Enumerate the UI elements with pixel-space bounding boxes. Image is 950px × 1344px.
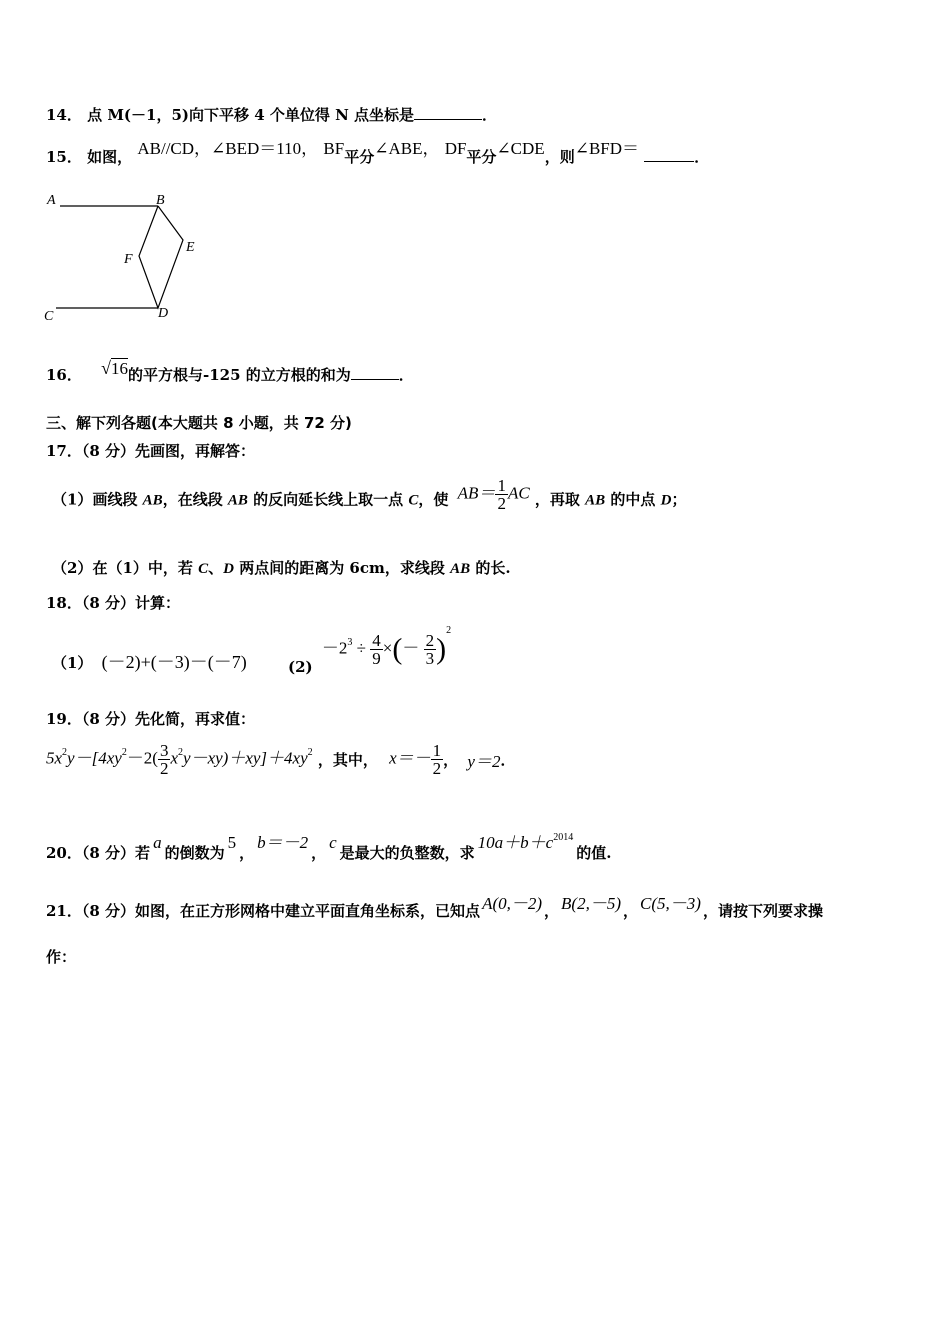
label-e: E	[186, 240, 195, 255]
q16-sqrt: √16	[101, 358, 128, 378]
q17-equation: AB＝ $\frac{1}{2}$ AC	[457, 476, 530, 513]
q18-expr2: $-2^3$ ÷ $\frac{4}{9}$ ×(－ $\frac{2}{3}$ )$^2$	[321, 625, 452, 668]
q16-number: 16．	[46, 366, 82, 384]
q18-line: 18．（8 分）计算：	[46, 594, 181, 612]
q16-line: 16． √16的平方根与-125 的立方根的和为 ．	[46, 358, 414, 384]
point-c: C(5,－3)	[640, 894, 701, 913]
label-f: F	[124, 252, 133, 267]
q15-answer-blank[interactable]	[644, 160, 694, 162]
q19-x-value: x＝－ $\frac{1}{2}$	[389, 741, 442, 778]
q19-expression-line: $5x^2y-[4xy^2-2$( $\frac{3}{2}$ $x^2y-xy)+xy]+4xy^2$ ，其中， x＝－ $\frac{1}{2}$ ， y＝2．	[46, 741, 516, 778]
q20-line: 20．（8 分）若a的倒数为5，b＝－2，c是最大的负整数，求$10a+b+c^{2014}$的值.	[46, 832, 612, 862]
q15-condition: AB//CD，∠BED＝110，	[137, 139, 319, 158]
q21-line: 21．（8 分）如图，在正方形网格中建立平面直角坐标系，已知点 A(0,－2) ， B(2,－5) ， C(5,－3) ，请按下列要求操	[46, 894, 823, 920]
q17-part2: （2）在（1）中，若 C、D 两点间的距离为 6cm，求线段 AB 的长.	[52, 559, 511, 577]
q20-expression: $10a+b+c^{2014}$	[477, 832, 574, 852]
label-c: C	[44, 309, 54, 324]
q19-line: 19．（8 分）先化简，再求值：	[46, 710, 256, 728]
quadrilateral-bfde	[139, 206, 183, 308]
q14-number: 14．	[46, 106, 82, 124]
q19-expression: $5x^2y-[4xy^2-2$( $\frac{3}{2}$ $x^2y-xy)+xy]+4xy^2$	[46, 741, 313, 778]
label-d: D	[158, 306, 169, 321]
label-a: A	[47, 193, 56, 208]
q15-line: 15． 如图， AB//CD，∠BED＝110， BF平分∠ABE， DF平分∠CDE，则∠BFD＝ ．	[46, 139, 710, 166]
q17-line: 17．（8 分）先画图，再解答：	[46, 442, 256, 460]
point-a: A(0,－2)	[482, 894, 543, 913]
q14-text: 点 M(－1，5)向下平移 4 个单位得 N 点坐标是	[87, 106, 415, 124]
point-b: B(2,－5)	[561, 894, 622, 913]
q18-part2: $(2) -2^3$ ÷ $\frac{4}{9}$ ×(－ $\frac{2}{3}$ )$^2$	[288, 625, 452, 676]
q18-expr1: (－2)+(－3)－(－7)	[101, 652, 247, 672]
q16-answer-blank[interactable]	[351, 378, 399, 380]
q14-answer-blank[interactable]	[414, 118, 482, 120]
q21-line-2: 作：	[46, 948, 77, 966]
q18-part1: （1） (－2)+(－3)－(－7)	[52, 652, 247, 672]
label-b: B	[156, 193, 165, 208]
q14-line: 14． 点 M(－1，5)向下平移 4 个单位得 N 点坐标是 ．	[46, 106, 498, 124]
q15-geometry-figure	[40, 188, 210, 328]
q17-part1: （1）画线段 AB，在线段 AB 的反向延长线上取一点 C，使 AB＝ $\frac{1}{2}$ AC ，再取 AB 的中点 D；	[52, 476, 687, 513]
section-3-title: 三、解下列各题(本大题共 8 小题，共 72 分)	[46, 414, 352, 432]
q19-y-value: y＝2	[467, 752, 501, 771]
q15-number: 15．	[46, 148, 82, 166]
